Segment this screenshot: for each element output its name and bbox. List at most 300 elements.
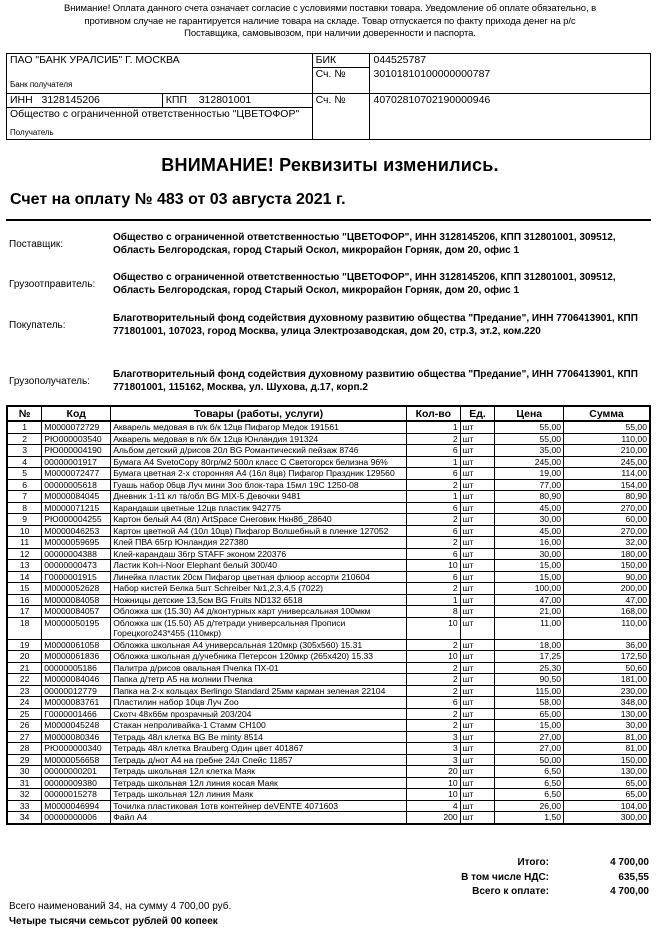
row-qty: 6 (406, 697, 460, 709)
row-code: М0000083761 (42, 697, 111, 709)
row-sum: 65,00 (564, 789, 650, 801)
table-row (7, 766, 650, 778)
items-header-row (7, 406, 650, 421)
table-row (7, 662, 650, 674)
bank-name: ПАО "БАНК УРАЛСИБ" Г. МОСКВА (10, 54, 180, 66)
row-sum: 245,00 (564, 456, 650, 468)
corr-account-label: Сч. № (312, 68, 370, 94)
row-qty: 1 (406, 456, 460, 468)
bik-value: 044525787 (370, 54, 651, 68)
row-goods: Точилка пластиковая 1отв контейнер deVENTE 4071603 (111, 800, 407, 812)
row-goods: Альбом детский д/рисов 20л BG Романтический пейзаж 8746 (111, 445, 407, 457)
row-sum: 36,00 (564, 639, 650, 651)
account-value: 40702810702190000946 (370, 94, 651, 140)
row-goods: Набор кистей Белка 5шт Schreiber №1,2,3,4,5 (7022) (111, 583, 407, 595)
row-goods: Клей ПВА 65гр Юнландия 227380 (111, 537, 407, 549)
attention-heading: ВНИМАНИЕ! Реквизиты изменились. (161, 155, 499, 175)
row-sum: 168,00 (564, 606, 650, 618)
row-number: 16 (7, 594, 42, 606)
row-sum: 230,00 (564, 685, 650, 697)
row-unit: шт (460, 583, 495, 595)
row-price: 27,00 (495, 731, 564, 743)
row-number: 8 (7, 502, 42, 514)
row-price: 90,50 (495, 674, 564, 686)
row-sum: 114,00 (564, 468, 650, 480)
row-qty: 4 (406, 800, 460, 812)
row-price: 58,00 (495, 697, 564, 709)
buyer-value: Благотворительный фонд содействия духовному развитию общества "Предание", ИНН 7706413901, КПП 771801001, 107023, город Москва, улица Электрозаводская, дом 20, стр.3, эт.2, ком.220 (113, 313, 638, 337)
row-goods: Тетрадь школьная 12л линия Маяк (111, 789, 407, 801)
total-value: 4 700,00 (610, 857, 649, 868)
row-sum: 130,00 (564, 708, 650, 720)
col-qty: Кол-во (406, 406, 460, 421)
row-price: 21,00 (495, 606, 564, 618)
row-unit: шт (460, 800, 495, 812)
row-goods: Клей-карандаш 36гр STAFF эконом 220376 (111, 548, 407, 560)
row-number: 20 (7, 651, 42, 663)
row-price: 6,50 (495, 789, 564, 801)
consignee-label: Грузополучатель: (9, 375, 91, 387)
row-price: 77,00 (495, 479, 564, 491)
row-code: М0000061058 (42, 639, 111, 651)
row-number: 24 (7, 697, 42, 709)
row-unit: шт (460, 479, 495, 491)
row-number: 26 (7, 720, 42, 732)
table-row (7, 720, 650, 732)
row-price: 100,00 (495, 583, 564, 595)
row-unit: шт (460, 777, 495, 789)
row-sum: 81,00 (564, 731, 650, 743)
row-code: М0000084046 (42, 674, 111, 686)
row-goods: Обложка шк (15.50) А5 д/тетради универсальная Прописи Горецкого243*455 (110мкр) (111, 617, 407, 639)
row-code: М0000052628 (42, 583, 111, 595)
row-price: 30,00 (495, 514, 564, 526)
row-goods: Папка д/тетр А5 на молнии Пчелка (111, 674, 407, 686)
row-sum: 181,00 (564, 674, 650, 686)
table-row (7, 433, 650, 445)
row-number: 18 (7, 617, 42, 639)
row-qty: 10 (406, 777, 460, 789)
row-number: 31 (7, 777, 42, 789)
bank-label: Банк получателя (10, 80, 73, 89)
shipper-label: Грузоотправитель: (9, 278, 96, 290)
kpp-label: КПП (165, 94, 188, 106)
row-qty: 1 (406, 491, 460, 503)
row-qty: 2 (406, 537, 460, 549)
bank-details-table (6, 53, 651, 140)
buyer-label: Покупатель: (9, 319, 66, 331)
col-code: Код (42, 406, 111, 421)
row-unit: шт (460, 731, 495, 743)
row-goods: Тетрадь д/нот А4 на гребне 24л Спейс 11857 (111, 754, 407, 766)
row-price: 35,00 (495, 445, 564, 457)
row-code: М0000056658 (42, 754, 111, 766)
row-unit: шт (460, 502, 495, 514)
row-sum: 154,00 (564, 479, 650, 491)
table-row (7, 537, 650, 549)
table-row (7, 800, 650, 812)
row-code: 00000005186 (42, 662, 111, 674)
row-unit: шт (460, 445, 495, 457)
row-number: 33 (7, 800, 42, 812)
row-number: 28 (7, 743, 42, 755)
recipient-cell (7, 108, 313, 140)
row-price: 47,00 (495, 594, 564, 606)
row-goods: Обложка школьная д/учебника Петерсон 120мкр (265х420) 15.33 (111, 651, 407, 663)
row-sum: 47,00 (564, 594, 650, 606)
row-goods: Ножницы детские 13,5см BG Fruits ND132 6518 (111, 594, 407, 606)
row-qty: 6 (406, 445, 460, 457)
total-label: Итого: (517, 857, 549, 868)
row-goods: Карандаши цветные 12цв пластик 942775 (111, 502, 407, 514)
row-code: 00000005618 (42, 479, 111, 491)
row-code: РЮ000004255 (42, 514, 111, 526)
row-goods: Гуашь набор 06цв Луч мини Зоо блок-тара 15мл 19С 1250-08 (111, 479, 407, 491)
table-row (7, 777, 650, 789)
row-goods: Ластик Koh-i-Noor Elephant белый 300/40 (111, 560, 407, 572)
row-goods: Картон белый А4 (8л) ArtSpace Снеговик Нкн8б_28640 (111, 514, 407, 526)
row-sum: 130,00 (564, 766, 650, 778)
row-price: 6,50 (495, 777, 564, 789)
row-qty: 2 (406, 479, 460, 491)
consignee-value: Благотворительный фонд содействия духовному развитию общества "Предание", ИНН 7706413901, КПП 771801001, 115162, Москва, ул. Шухова, д.17, корп.2 (113, 369, 638, 393)
row-unit: шт (460, 548, 495, 560)
row-code: 00000000006 (42, 812, 111, 824)
table-row (7, 583, 650, 595)
table-row (7, 445, 650, 457)
row-qty: 2 (406, 639, 460, 651)
row-qty: 1 (406, 594, 460, 606)
row-qty: 200 (406, 812, 460, 824)
row-code: Г0000001466 (42, 708, 111, 720)
row-price: 11,00 (495, 617, 564, 639)
row-price: 45,00 (495, 502, 564, 514)
row-qty: 2 (406, 720, 460, 732)
due-value: 4 700,00 (610, 886, 649, 897)
row-qty: 6 (406, 525, 460, 537)
row-number: 2 (7, 433, 42, 445)
row-price: 55,00 (495, 421, 564, 433)
row-qty: 10 (406, 560, 460, 572)
items-body (7, 421, 650, 824)
row-unit: шт (460, 594, 495, 606)
row-price: 15,00 (495, 720, 564, 732)
row-number: 4 (7, 456, 42, 468)
row-code: 00000000473 (42, 560, 111, 572)
table-row (7, 685, 650, 697)
row-sum: 172,50 (564, 651, 650, 663)
row-sum: 300,00 (564, 812, 650, 824)
row-qty: 2 (406, 674, 460, 686)
table-row (7, 548, 650, 560)
row-unit: шт (460, 560, 495, 572)
row-code: РЮ000000340 (42, 743, 111, 755)
row-sum: 150,00 (564, 754, 650, 766)
corr-account-value: 30101810100000000787 (370, 68, 651, 94)
row-qty: 10 (406, 617, 460, 639)
row-code: М0000084045 (42, 491, 111, 503)
table-row (7, 697, 650, 709)
payment-notice: Внимание! Оплата данного счета означает согласие с условиями поставки товара. Уведомление об оплате обязательно, в противном случае не гарантируется наличие товара на складе. Товар отпускается по факту прихода денег на р/с Поставщика, самовывозом, при наличии доверенности и паспорта. (63, 3, 597, 39)
row-unit: шт (460, 708, 495, 720)
row-unit: шт (460, 697, 495, 709)
row-number: 6 (7, 479, 42, 491)
row-price: 25,30 (495, 662, 564, 674)
table-row (7, 731, 650, 743)
row-price: 80,90 (495, 491, 564, 503)
row-price: 26,00 (495, 800, 564, 812)
vat-label: В том числе НДС: (461, 871, 549, 883)
row-sum: 65,00 (564, 777, 650, 789)
table-row (7, 594, 650, 606)
row-qty: 10 (406, 651, 460, 663)
table-row (7, 456, 650, 468)
row-unit: шт (460, 433, 495, 445)
row-sum: 270,00 (564, 502, 650, 514)
row-qty: 3 (406, 743, 460, 755)
row-unit: шт (460, 421, 495, 433)
row-code: М0000071215 (42, 502, 111, 514)
row-sum: 80,90 (564, 491, 650, 503)
row-code: РЮ000003540 (42, 433, 111, 445)
supplier-value: Общество с ограниченной ответственностью "ЦВЕТОФОР", ИНН 3128145206, КПП 312801001, 309512, Область Белгородская, город Старый Оскол, микрорайон Горняк, дом 20, офис 1 (113, 232, 616, 256)
row-unit: шт (460, 720, 495, 732)
table-row (7, 502, 650, 514)
row-goods: Обложка школьная А4 универсальная 120мкр (305х560) 15.31 (111, 639, 407, 651)
table-row (7, 571, 650, 583)
row-unit: шт (460, 789, 495, 801)
row-goods: Файл А4 (111, 812, 407, 824)
row-unit: шт (460, 537, 495, 549)
row-number: 1 (7, 421, 42, 433)
row-code: М0000072477 (42, 468, 111, 480)
table-row (7, 560, 650, 572)
account-label: Сч. № (312, 94, 370, 108)
row-qty: 2 (406, 685, 460, 697)
row-code: М0000084057 (42, 606, 111, 618)
row-number: 14 (7, 571, 42, 583)
inn-value: 3128145206 (41, 94, 100, 106)
due-label: Всего к оплате: (472, 886, 549, 897)
row-sum: 180,00 (564, 548, 650, 560)
row-number: 25 (7, 708, 42, 720)
summary-in-words: Четыре тысячи семьсот рублей 00 копеек (9, 916, 218, 927)
total-row (429, 856, 649, 871)
row-code: М0000045248 (42, 720, 111, 732)
row-sum: 150,00 (564, 560, 650, 572)
row-number: 17 (7, 606, 42, 618)
row-sum: 104,00 (564, 800, 650, 812)
row-unit: шт (460, 639, 495, 651)
row-goods: Тетрадь 48л клетка BG Be minty 8514 (111, 731, 407, 743)
row-code: 00000009380 (42, 777, 111, 789)
buyer-row (9, 312, 651, 338)
row-sum: 90,00 (564, 571, 650, 583)
table-row (7, 525, 650, 537)
kpp-cell (162, 94, 312, 108)
row-number: 11 (7, 537, 42, 549)
supplier-row (9, 231, 651, 257)
row-goods: Пластилин набор 10цв Луч Zoo (111, 697, 407, 709)
row-unit: шт (460, 606, 495, 618)
row-sum: 200,00 (564, 583, 650, 595)
row-unit: шт (460, 468, 495, 480)
row-price: 18,00 (495, 639, 564, 651)
row-price: 55,00 (495, 433, 564, 445)
row-sum: 81,00 (564, 743, 650, 755)
vat-row (429, 871, 649, 886)
row-goods: Картон цветной А4 (10л 10цв) Пифагор Волшебный в пленке 127052 (111, 525, 407, 537)
row-number: 30 (7, 766, 42, 778)
row-goods: Палитра д/рисов овальная Пчелка ПХ-01 (111, 662, 407, 674)
row-qty: 2 (406, 583, 460, 595)
row-price: 50,00 (495, 754, 564, 766)
row-code: 00000012779 (42, 685, 111, 697)
row-code: М0000084058 (42, 594, 111, 606)
row-price: 1,50 (495, 812, 564, 824)
row-goods: Линейка пластик 20см Пифагор цветная флюор ассорти 210604 (111, 571, 407, 583)
row-goods: Тетрадь 48л клетка Brauberg Один цвет 401867 (111, 743, 407, 755)
row-qty: 3 (406, 731, 460, 743)
totals-block (429, 856, 649, 900)
row-goods: Акварель медовая в п/к б/к 12цв Юнландия 191324 (111, 433, 407, 445)
row-price: 245,00 (495, 456, 564, 468)
row-qty: 6 (406, 548, 460, 560)
row-goods: Дневник 1-11 кл тв/обл BG MIX-5 Девочки 9481 (111, 491, 407, 503)
col-number: № (7, 406, 42, 421)
table-row (7, 708, 650, 720)
row-code: 00000001917 (42, 456, 111, 468)
table-row (7, 789, 650, 801)
col-sum: Сумма (564, 406, 650, 421)
row-price: 16,00 (495, 537, 564, 549)
invoice-title: Счет на оплату № 483 от 03 августа 2021 г. (10, 191, 346, 208)
row-unit: шт (460, 525, 495, 537)
row-goods: Стакан непроливайка-1 Стамм СН100 (111, 720, 407, 732)
row-qty: 20 (406, 766, 460, 778)
account-label-spacer (312, 108, 370, 140)
row-number: 23 (7, 685, 42, 697)
row-goods: Скотч 48х66м прозрачный 203/204 (111, 708, 407, 720)
row-code: РЮ000004190 (42, 445, 111, 457)
summary-line: Всего наименований 34, на сумму 4 700,00 руб. (9, 901, 232, 912)
row-qty: 6 (406, 502, 460, 514)
table-row (7, 491, 650, 503)
row-price: 15,00 (495, 560, 564, 572)
row-goods: Бумага цветная 2-х сторонняя А4 (16л 8цв) Пифагор Праздник 129560 (111, 468, 407, 480)
row-qty: 2 (406, 662, 460, 674)
divider (6, 219, 651, 221)
row-sum: 210,00 (564, 445, 650, 457)
recipient-bank-cell (7, 54, 313, 94)
row-code: М0000072729 (42, 421, 111, 433)
row-number: 10 (7, 525, 42, 537)
table-row (7, 743, 650, 755)
row-price: 17,25 (495, 651, 564, 663)
table-row (7, 651, 650, 663)
row-goods: Тетрадь школьная 12л линия косая Маяк (111, 777, 407, 789)
row-code: Г0000001915 (42, 571, 111, 583)
supplier-label: Поставщик: (9, 238, 64, 250)
table-row (7, 617, 650, 639)
row-number: 21 (7, 662, 42, 674)
row-unit: шт (460, 674, 495, 686)
row-code: М0000046994 (42, 800, 111, 812)
row-goods: Обложка шк (15.30) А4 д/контурных карт универсальная 100мкм (111, 606, 407, 618)
row-sum: 348,00 (564, 697, 650, 709)
row-unit: шт (460, 456, 495, 468)
table-row (7, 421, 650, 433)
shipper-row (9, 271, 651, 297)
inn-label: ИНН (10, 94, 33, 106)
table-row (7, 479, 650, 491)
row-sum: 32,00 (564, 537, 650, 549)
row-price: 6,50 (495, 766, 564, 778)
recipient-name: Общество с ограниченной ответственностью "ЦВЕТОФОР" (10, 108, 300, 120)
row-unit: шт (460, 754, 495, 766)
due-row (429, 885, 649, 900)
table-row (7, 606, 650, 618)
row-unit: шт (460, 571, 495, 583)
items-table (6, 405, 651, 825)
row-price: 30,00 (495, 548, 564, 560)
row-sum: 60,00 (564, 514, 650, 526)
row-sum: 30,00 (564, 720, 650, 732)
col-goods: Товары (работы, услуги) (111, 406, 407, 421)
row-number: 19 (7, 639, 42, 651)
row-qty: 1 (406, 421, 460, 433)
row-number: 13 (7, 560, 42, 572)
row-number: 32 (7, 789, 42, 801)
recipient-label: Получатель (10, 128, 54, 137)
row-goods: Акварель медовая в п/к б/к 12цв Пифагор Медок 191561 (111, 421, 407, 433)
row-sum: 270,00 (564, 525, 650, 537)
row-code: М0000050195 (42, 617, 111, 639)
row-unit: шт (460, 766, 495, 778)
vat-value: 635,55 (618, 871, 649, 883)
row-price: 65,00 (495, 708, 564, 720)
row-unit: шт (460, 743, 495, 755)
row-code: 00000000201 (42, 766, 111, 778)
row-code: М0000080346 (42, 731, 111, 743)
table-row (7, 639, 650, 651)
row-code: М0000046253 (42, 525, 111, 537)
table-row (7, 754, 650, 766)
row-unit: шт (460, 685, 495, 697)
row-goods: Папка на 2-х кольцах Berlingo Standard 25мм карман зеленая 22104 (111, 685, 407, 697)
table-row (7, 674, 650, 686)
row-number: 29 (7, 754, 42, 766)
col-price: Цена (495, 406, 564, 421)
row-goods: Бумага А4 SvetoCopy 80гр/м2 500л класс С Светогорск белизна 96% (111, 456, 407, 468)
row-price: 15,00 (495, 571, 564, 583)
row-number: 15 (7, 583, 42, 595)
table-row (7, 468, 650, 480)
row-unit: шт (460, 514, 495, 526)
table-row (7, 514, 650, 526)
row-qty: 8 (406, 606, 460, 618)
row-price: 19,00 (495, 468, 564, 480)
row-unit: шт (460, 617, 495, 639)
row-number: 12 (7, 548, 42, 560)
row-number: 22 (7, 674, 42, 686)
row-qty: 2 (406, 433, 460, 445)
row-sum: 50,60 (564, 662, 650, 674)
row-sum: 110,00 (564, 617, 650, 639)
row-unit: шт (460, 651, 495, 663)
row-qty: 6 (406, 571, 460, 583)
row-price: 115,00 (495, 685, 564, 697)
